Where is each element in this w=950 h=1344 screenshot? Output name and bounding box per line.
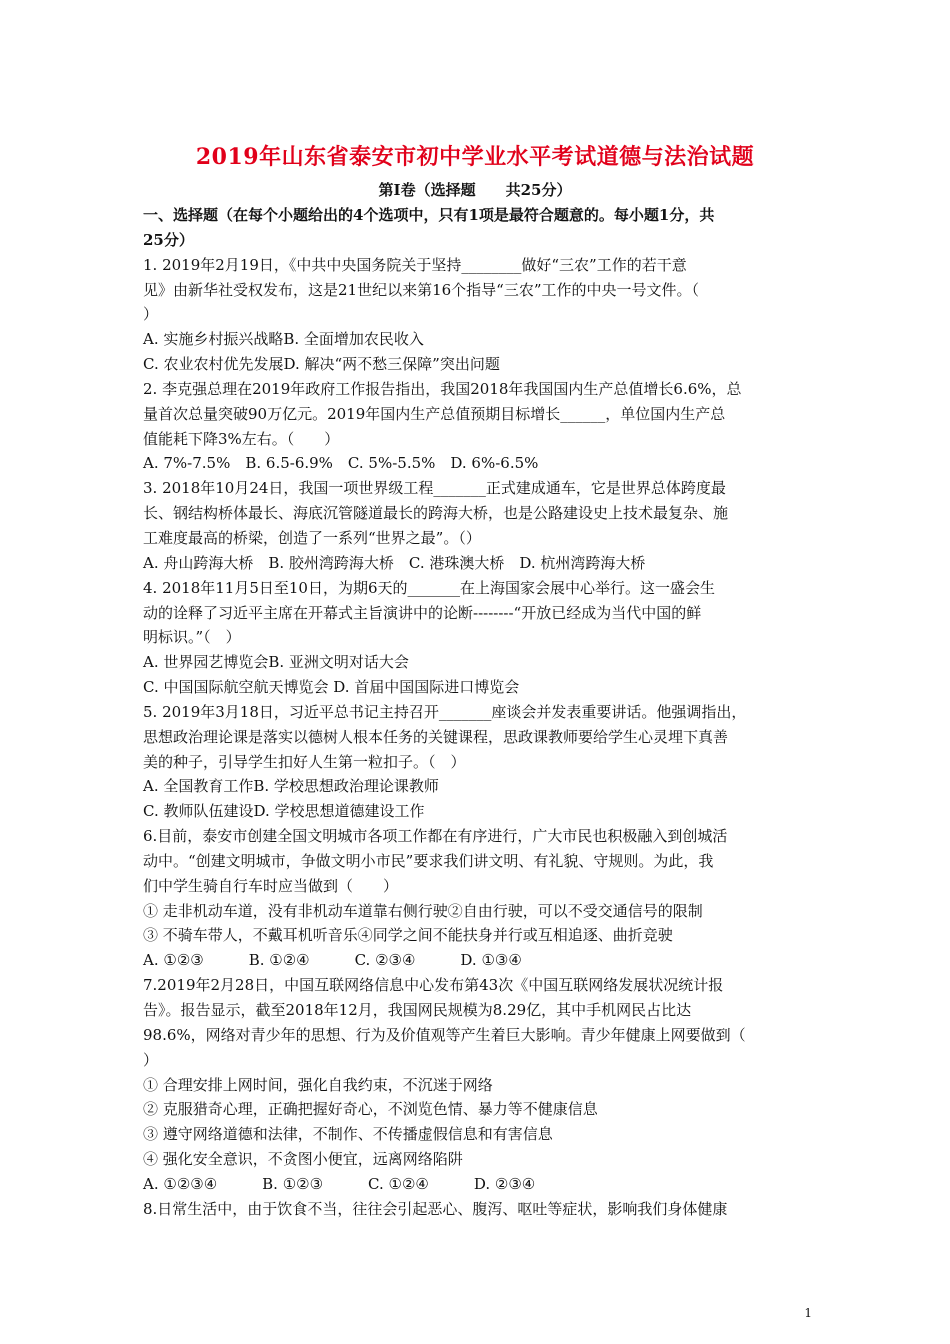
section-heading: 25分） (143, 230, 194, 249)
numbered-item: ④ 强化安全意识，不贪图小便宜，远离网络陷阱 (143, 1150, 463, 1169)
answer-options: A. ①②③④ B. ①②③ C. ①②④ D. ②③④ (143, 1174, 536, 1193)
page-number: 1 (804, 1306, 812, 1320)
answer-options: C. 中国国际航空航天博览会 D. 首届中国国际进口博览会 (143, 678, 520, 697)
question-text: 告》。报告显示，截至2018年12月，我国网民规模为8.29亿，其中手机网民占比达 (143, 1001, 692, 1019)
question-text: ） (143, 1050, 159, 1069)
question-text: 4. 2018年11月5日至10日，为期6天的_______在上海国家会展中心举行。这一盛会生 (143, 578, 716, 597)
document-title: 2019年山东省泰安市初中学业水平考试道德与法治试题 (195, 144, 755, 170)
section-heading: 一、选择题（在每个小题给出的4个选项中，只有1项是最符合题意的。每小题1分，共 (143, 206, 715, 224)
answer-options: C. 农业农村优先发展D. 解决“两不愁三保障”突出问题 (143, 355, 500, 374)
question-text: 明标识。”（ ） (143, 628, 241, 647)
question-text: ） (143, 305, 159, 324)
answer-options: A. ①②③ B. ①②④ C. ②③④ D. ①③④ (143, 951, 522, 970)
section-subtitle: 第Ⅰ卷（选择题 共25分） (378, 181, 572, 199)
answer-options: A. 全国教育工作B. 学校思想政治理论课教师 (143, 777, 439, 796)
question-8 (143, 1197, 811, 1222)
question-text: 美的种子，引导学生扣好人生第一粒扣子。（ ） (143, 752, 466, 771)
question-text: 量首次总量突破90万亿元。2019年国内生产总值预期目标增长______，单位国内生产总 (143, 404, 726, 423)
question-text: 1. 2019年2月19日，《中共中央国务院关于坚持________做好“三农”工作的若干意 (143, 255, 687, 274)
answer-options: A. 7%-7.5% B. 6.5-6.9% C. 5%-5.5% D. 6%-6.5% (143, 454, 539, 473)
question-text: 98.6%，网络对青少年的思想、行为及价值观等产生着巨大影响。青少年健康上网要做到（ (143, 1025, 746, 1044)
question-text: 们中学生骑自行车时应当做到（ ） (143, 876, 399, 895)
numbered-item: ② 克服猎奇心理，正确把握好奇心，不浏览色情、暴力等不健康信息 (143, 1100, 598, 1119)
question-text: 动的诠释了习近平主席在开幕式主旨演讲中的论断--------“开放已经成为当代中国的鲜 (143, 603, 702, 622)
numbered-item: ③ 不骑车带人，不戴耳机听音乐④同学之间不能扶身并行或互相追逐、曲折竞驶 (143, 926, 673, 945)
question-text: 长、钢结构桥体最长、海底沉管隧道最长的跨海大桥，也是公路建设史上技术最复杂、施 (143, 504, 729, 523)
question-7 (143, 973, 811, 1197)
numbered-item: ① 合理安排上网时间，强化自我约束，不沉迷于网络 (143, 1075, 493, 1094)
answer-options: A. 舟山跨海大桥 B. 胶州湾跨海大桥 C. 港珠澳大桥 D. 杭州湾跨海大桥 (143, 553, 646, 572)
question-text: 7.2019年2月28日，中国互联网络信息中心发布第43次《中国互联网络发展状况统计报 (143, 976, 724, 995)
question-5 (143, 700, 811, 824)
answer-options: C. 教师队伍建设D. 学校思想道德建设工作 (143, 802, 425, 821)
numbered-item: ③ 遵守网络道德和法律，不制作、不传播虚假信息和有害信息 (143, 1125, 553, 1144)
question-text: 8.日常生活中，由于饮食不当，往往会引起恶心、腹泻、呕吐等症状，影响我们身体健康 (143, 1199, 728, 1218)
question-text: 6.目前，泰安市创建全国文明城市各项工作都在有序进行，广大市民也积极融入到创城活 (143, 827, 728, 846)
document-body (143, 203, 811, 1222)
question-1 (143, 253, 811, 377)
question-text: 思想政治理论课是落实以德树人根本任务的关键课程，思政课教师要给学生心灵埋下真善 (143, 727, 729, 746)
question-text: 工难度最高的桥梁，创造了一系列“世界之最”。（） (143, 528, 481, 547)
answer-options: A. 世界园艺博览会B. 亚洲文明对话大会 (143, 653, 409, 672)
question-text: 见》由新华社受权发布，这是21世纪以来第16个指导“三农”工作的中央一号文件。（ (143, 280, 700, 299)
question-text: 值能耗下降3%左右。（ ） (143, 429, 340, 448)
question-text: 3. 2018年10月24日，我国一项世界级工程_______正式建成通车，它是世界总体跨度最 (143, 479, 726, 498)
question-text: 5. 2019年3月18日，习近平总书记主持召开_______座谈会并发表重要讲话。他强调指出， (143, 702, 747, 721)
question-6 (143, 824, 811, 973)
question-2 (143, 377, 811, 476)
answer-options: A. 实施乡村振兴战略B. 全面增加农民收入 (143, 330, 424, 349)
question-text: 动中。“创建文明城市，争做文明小市民”要求我们讲文明、有礼貌、守规则。为此，我 (143, 851, 714, 870)
question-4 (143, 576, 811, 700)
question-3 (143, 476, 811, 575)
question-text: 2. 李克强总理在2019年政府工作报告指出，我国2018年我国国内生产总值增长6.6%，总 (143, 379, 742, 398)
numbered-item: ① 走非机动车道，没有非机动车道靠右侧行驶②自由行驶，可以不受交通信号的限制 (143, 901, 703, 920)
